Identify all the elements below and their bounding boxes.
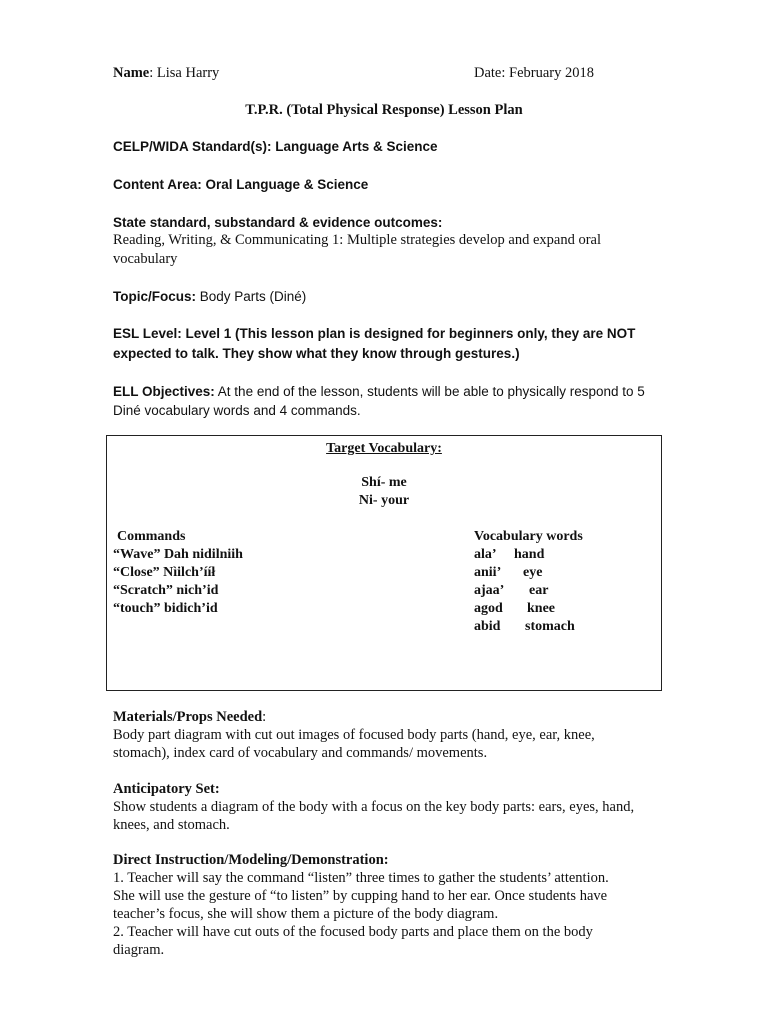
date-line: Date: February 2018 [474, 65, 594, 81]
anticipatory-text-2: knees, and stomach. [113, 817, 230, 833]
anticipatory-text-1: Show students a diagram of the body with a focus on the key body parts: ears, eyes, hand, [113, 799, 635, 815]
materials-heading: Materials/Props Needed [113, 709, 263, 725]
command-item: “Wave” Dah nidilniih [113, 547, 243, 562]
vocab-meaning: hand [514, 547, 545, 562]
command-item: “Scratch” nich’id [113, 583, 219, 598]
standards-heading: CELP/WIDA Standard(s): Language Arts & Science [113, 139, 438, 154]
topic-value: Body Parts (Diné) [196, 289, 307, 304]
objectives-label: ELL Objectives: [113, 384, 215, 399]
name-value: : Lisa Harry [149, 65, 220, 81]
vocab-word: anii’ [474, 565, 502, 580]
materials-heading-line [113, 708, 266, 727]
vocab-word: abid [474, 619, 501, 634]
vocab-word: ala’ [474, 547, 497, 562]
vocab-word: ajaa’ [474, 583, 505, 598]
state-standard-text: Reading, Writing, & Communicating 1: Multiple strategies develop and expand oral vocabulary [113, 232, 602, 267]
anticipatory-heading: Anticipatory Set: [113, 781, 220, 797]
commands-heading: Commands [117, 529, 186, 544]
name-label: Name [113, 65, 150, 81]
materials-colon: : [262, 709, 267, 725]
page-title: T.P.R. (Total Physical Response) Lesson Plan [245, 102, 523, 118]
materials-text-2: stomach), index card of vocabulary and commands/ movements. [113, 745, 488, 761]
state-standard-heading: State standard, substandard & evidence outcomes: [113, 215, 443, 230]
command-item: “touch” bidich’id [113, 601, 218, 616]
objectives-line-1 [113, 382, 645, 401]
name-line [113, 64, 219, 83]
objectives-line-2: Diné vocabulary words and 4 commands. [113, 403, 361, 418]
vocab-word: agod [474, 601, 503, 616]
pronoun-your: Ni- your [358, 493, 410, 508]
materials-text-1: Body part diagram with cut out images of focused body parts (hand, eye, ear, knee, [113, 727, 595, 743]
topic-label: Topic/Focus: [113, 289, 196, 304]
target-vocabulary-heading: Target Vocabulary: [326, 441, 442, 456]
direct-instruction-line: She will use the gesture of “to listen” by cupping hand to her ear. Once students have [113, 888, 608, 904]
vocab-meaning: stomach [525, 619, 575, 634]
direct-instruction-line: 1. Teacher will say the command “listen” three times to gather the students’ attention. [113, 870, 609, 886]
vocab-meaning: knee [527, 601, 555, 616]
direct-instruction-line: teacher’s focus, she will show them a picture of the body diagram. [113, 906, 499, 922]
direct-instruction-line: 2. Teacher will have cut outs of the focused body parts and place them on the body [113, 924, 593, 940]
pronoun-me: Shí- me [361, 475, 407, 490]
esl-level-line-1: ESL Level: Level 1 (This lesson plan is designed for beginners only, they are NOT [113, 326, 636, 341]
topic-line [113, 287, 306, 306]
vocab-meaning: eye [523, 565, 543, 580]
command-item: “Close” Nìilch’ííł [113, 565, 216, 580]
objectives-text-1: At the end of the lesson, students will be able to physically respond to 5 [214, 384, 645, 399]
direct-instruction-heading: Direct Instruction/Modeling/Demonstration: [113, 852, 389, 868]
vocab-meaning: ear [529, 583, 549, 598]
content-area-heading: Content Area: Oral Language & Science [113, 177, 369, 192]
esl-level-line-2: expected to talk. They show what they know through gestures.) [113, 346, 520, 361]
direct-instruction-line: diagram. [113, 942, 165, 958]
vocabulary-heading: Vocabulary words [474, 529, 583, 544]
